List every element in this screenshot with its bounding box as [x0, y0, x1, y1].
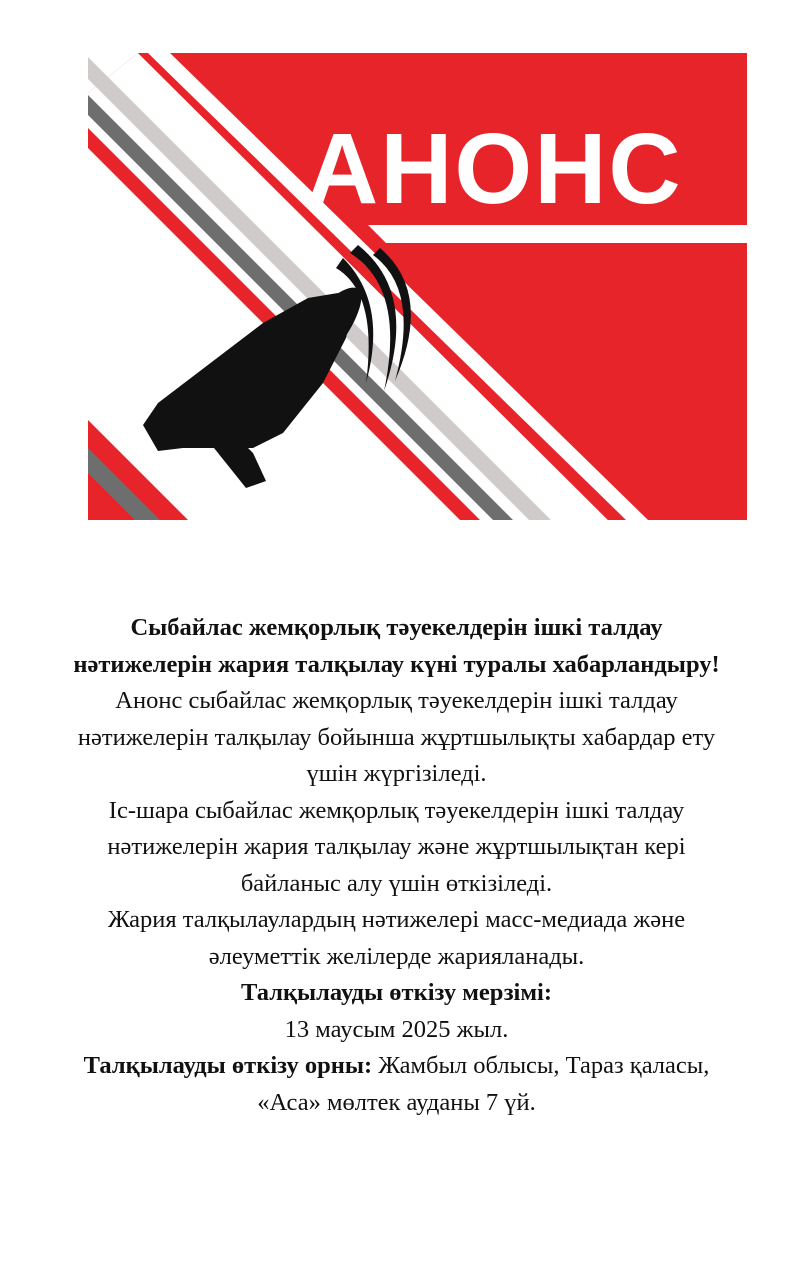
- announcement-banner: [88, 53, 747, 520]
- announcement-paragraph-2: Іс-шара сыбайлас жемқорлық тәуекелдерін ішкі талдау нәтижелерін жария талқылау және жұртшылықтан кері байланыс алу үшін өткізіледі.: [107, 796, 686, 897]
- place-value: Жамбыл облысы, Тараз қаласы, «Аса» мөлтек ауданы 7 үй.: [257, 1052, 710, 1116]
- place-label: Талқылауды өткізу орны:: [83, 1052, 373, 1079]
- banner-graphic: [88, 53, 747, 520]
- place-line: [70, 1048, 723, 1121]
- banner-title: АНОНС: [306, 113, 683, 225]
- announcement-paragraph-3: Жария талқылаулардың нәтижелері масс-медиада және әлеуметтік желілерде жарияланады.: [107, 906, 686, 970]
- announcement-heading: Сыбайлас жемқорлық тәуекелдерін ішкі талдау нәтижелерін жария талқылау күні туралы хабарландыру!: [73, 614, 720, 678]
- announcement-paragraph-1: Анонс сыбайлас жемқорлық тәуекелдерін ішкі талдау нәтижелерін талқылау бойынша жұртшылықты хабардар ету үшін жүргізіледі.: [77, 687, 716, 787]
- date-label: Талқылауды өткізу мерзімі:: [241, 979, 552, 1006]
- white-divider: [368, 225, 747, 243]
- date-value: 13 маусым 2025 жыл.: [284, 1015, 509, 1043]
- announcement-text: [70, 610, 723, 1121]
